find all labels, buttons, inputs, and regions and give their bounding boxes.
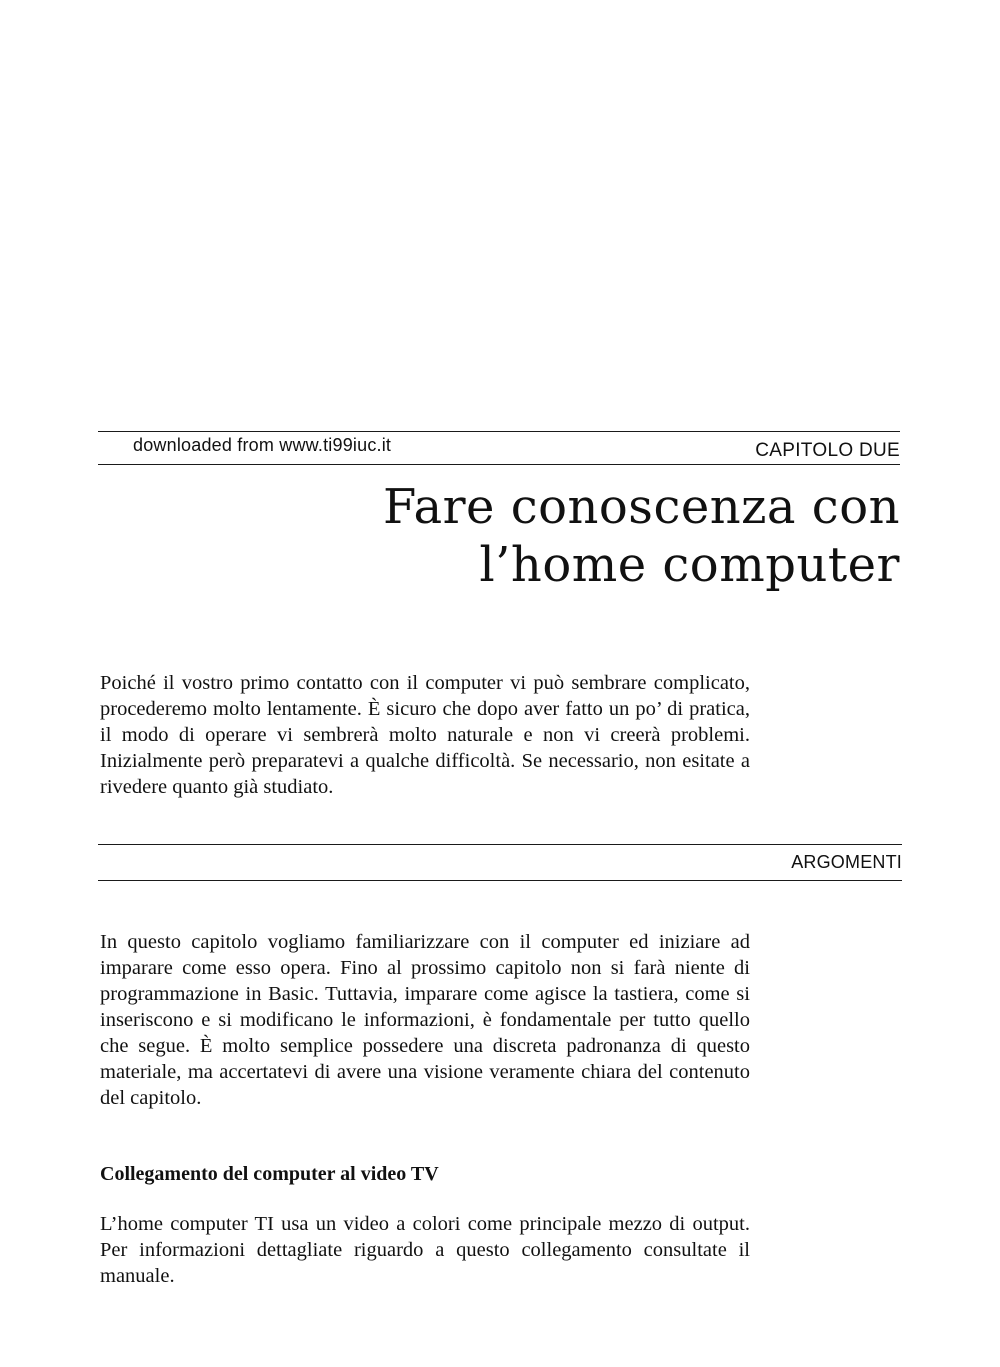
chapter-title-line-2: l’home computer: [479, 537, 900, 593]
source-note: downloaded from www.ti99iuc.it: [133, 435, 392, 455]
section-label: ARGOMENTI: [791, 852, 902, 872]
header-top-rule: [98, 431, 900, 432]
chapter-label: CAPITOLO DUE: [755, 440, 900, 461]
section-bottom-rule: [98, 880, 902, 881]
intro-paragraph: Poiché il vostro primo contatto con il computer vi può sembrare complicato, procederemo molto lentamente. È sicuro che dopo aver fatto un po’ di pratica, il modo di operare vi sembrerà molto naturale e non vi creerà problemi. Inizialmente però preparatevi a qualche difficoltà. Se necessario, non esitate a rivedere quanto già studiato.: [100, 672, 750, 798]
section-paragraph: In questo capitolo vogliamo familiarizzare con il computer ed iniziare ad imparare come esso opera. Fino al prossimo capitolo non si farà niente di programmazione in Basic. Tuttavia, imparare come agisce la tastiera, come si inseriscono e si modificano le informazioni, è fondamentale per tutto quello che segue. È molto semplice possedere una discreta padronanza di questo materiale, ma accertatevi di avere una visione veramente chiara del contenuto del capitolo.: [100, 931, 750, 1109]
subsection-paragraph: L’home computer TI usa un video a colori come principale mezzo di output. Per informazioni dettagliate riguardo a questo collegamento consultate il manuale.: [100, 1213, 750, 1287]
section-top-rule: [98, 844, 902, 845]
header-bottom-rule: [98, 464, 900, 465]
chapter-title: [383, 478, 900, 594]
chapter-title-line-1: Fare conoscenza con: [382, 479, 900, 535]
subsection-heading: Collegamento del computer al video TV: [100, 1163, 439, 1185]
